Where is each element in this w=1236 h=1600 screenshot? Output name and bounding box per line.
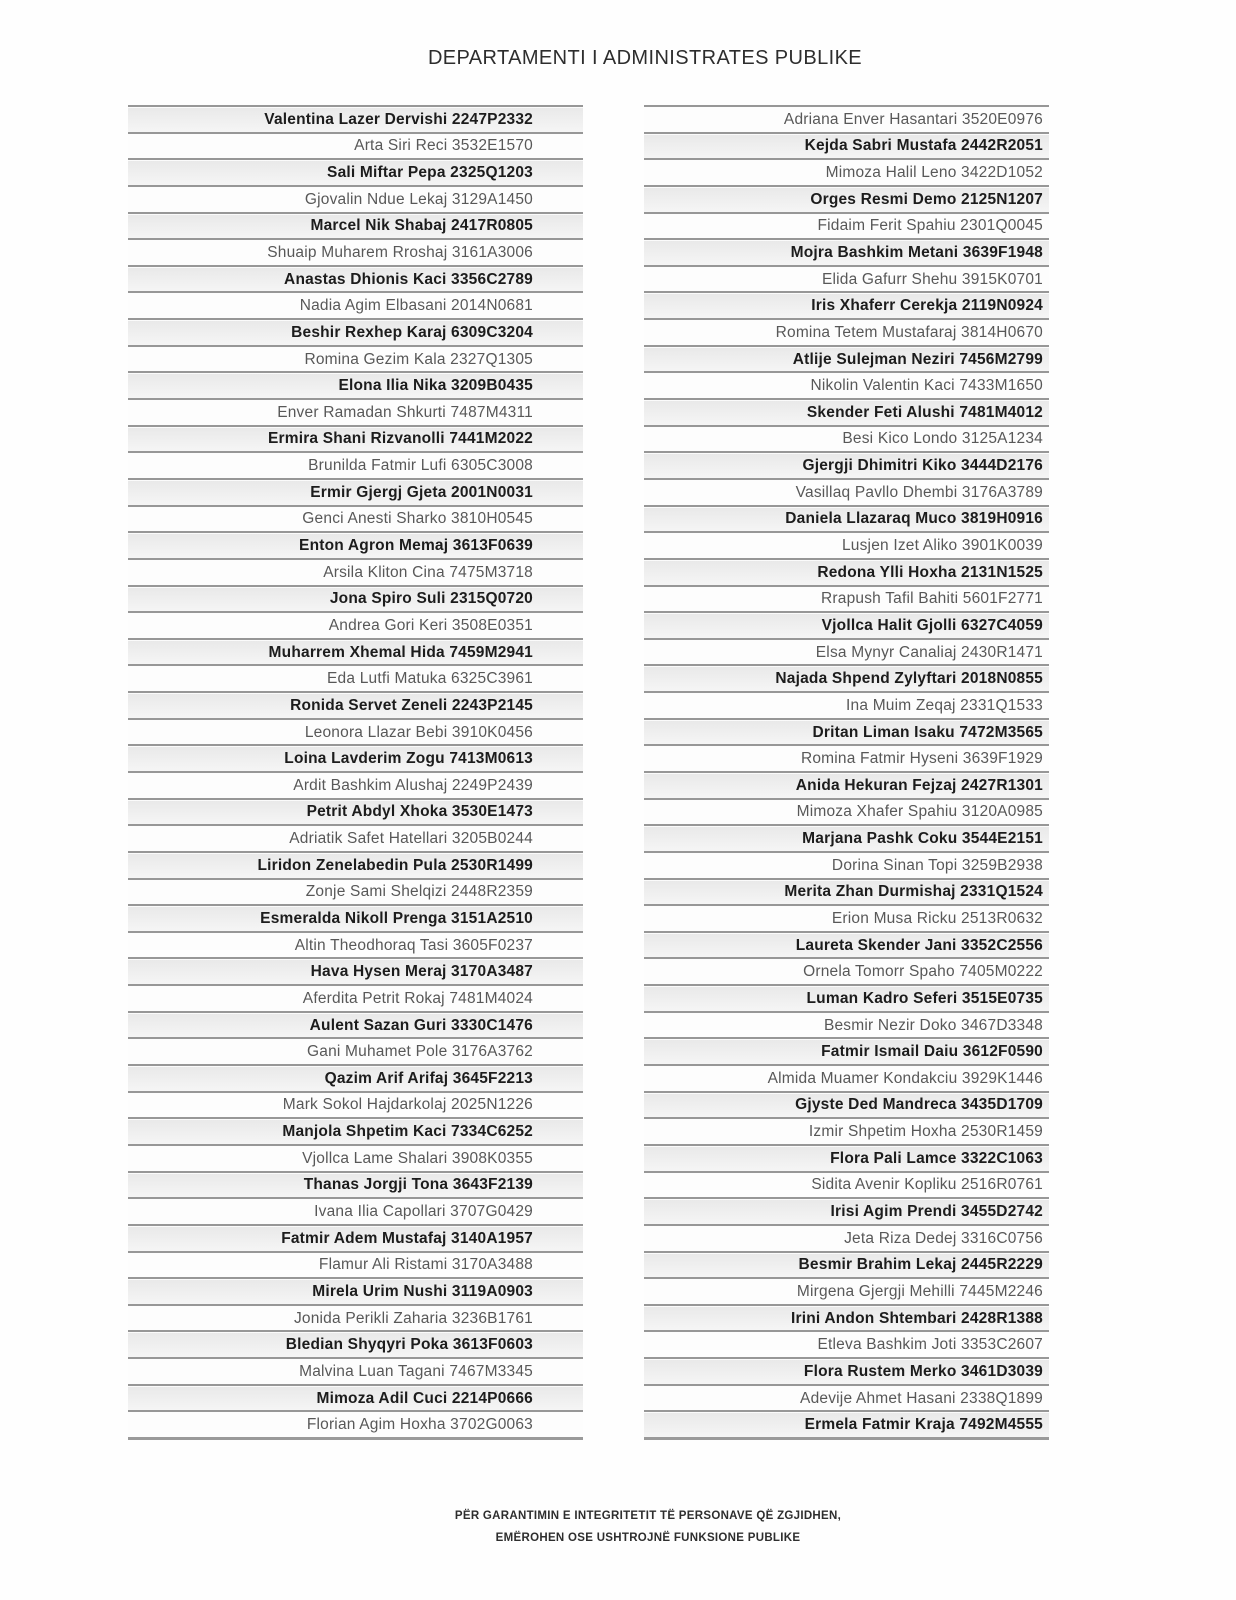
table-row: Valentina Lazer Dervishi 2247P2332 — [128, 105, 583, 132]
table-row: Jonida Perikli Zaharia 3236B1761 — [128, 1304, 583, 1331]
table-row: Ardit Bashkim Alushaj 2249P2439 — [128, 771, 583, 798]
table-row: Iris Xhaferr Cerekja 2119N0924 — [644, 291, 1049, 318]
table-row: Besmir Brahim Lekaj 2445R2229 — [644, 1251, 1049, 1278]
table-row: Genci Anesti Sharko 3810H0545 — [128, 505, 583, 532]
table-row: Aulent Sazan Guri 3330C1476 — [128, 1011, 583, 1038]
table-row: Ermela Fatmir Kraja 7492M4555 — [644, 1410, 1049, 1437]
table-row: Marcel Nik Shabaj 2417R0805 — [128, 212, 583, 239]
table-row: Elsa Mynyr Canaliaj 2430R1471 — [644, 638, 1049, 665]
table-row: Petrit Abdyl Xhoka 3530E1473 — [128, 798, 583, 825]
table-row: Nadia Agim Elbasani 2014N0681 — [128, 291, 583, 318]
table-row: Romina Tetem Mustafaraj 3814H0670 — [644, 318, 1049, 345]
table-row: Ermira Shani Rizvanolli 7441M2022 — [128, 425, 583, 452]
table-row: Leonora Llazar Bebi 3910K0456 — [128, 718, 583, 745]
table-row: Rrapush Tafil Bahiti 5601F2771 — [644, 585, 1049, 612]
table-row: Dorina Sinan Topi 3259B2938 — [644, 851, 1049, 878]
table-row: Fatmir Adem Mustafaj 3140A1957 — [128, 1224, 583, 1251]
table-row: Nikolin Valentin Kaci 7433M1650 — [644, 371, 1049, 398]
table-row: Flora Rustem Merko 3461D3039 — [644, 1357, 1049, 1384]
table-row: Adriatik Safet Hatellari 3205B0244 — [128, 824, 583, 851]
table-row: Mimoza Halil Leno 3422D1052 — [644, 158, 1049, 185]
page-title: DEPARTAMENTI I ADMINISTRATES PUBLIKE — [427, 47, 863, 69]
table-row: Lusjen Izet Aliko 3901K0039 — [644, 531, 1049, 558]
table-row: Besi Kico Londo 3125A1234 — [644, 425, 1049, 452]
table-row: Irini Andon Shtembari 2428R1388 — [644, 1304, 1049, 1331]
table-row: Mirgena Gjergji Mehilli 7445M2246 — [644, 1277, 1049, 1304]
table-row: Enver Ramadan Shkurti 7487M4311 — [128, 398, 583, 425]
table-row: Skender Feti Alushi 7481M4012 — [644, 398, 1049, 425]
table-row: Elona Ilia Nika 3209B0435 — [128, 371, 583, 398]
table-row: Jeta Riza Dedej 3316C0756 — [644, 1224, 1049, 1251]
names-column-right — [644, 105, 1049, 1440]
table-row: Mark Sokol Hajdarkolaj 2025N1226 — [128, 1091, 583, 1118]
table-row: Mimoza Adil Cuci 2214P0666 — [128, 1384, 583, 1411]
table-row: Gjergji Dhimitri Kiko 3444D2176 — [644, 451, 1049, 478]
table-row: Qazim Arif Arifaj 3645F2213 — [128, 1064, 583, 1091]
table-row: Ermir Gjergj Gjeta 2001N0031 — [128, 478, 583, 505]
table-row: Ina Muim Zeqaj 2331Q1533 — [644, 691, 1049, 718]
table-row: Gjyste Ded Mandreca 3435D1709 — [644, 1091, 1049, 1118]
table-row: Besmir Nezir Doko 3467D3348 — [644, 1011, 1049, 1038]
table-row: Esmeralda Nikoll Prenga 3151A2510 — [128, 904, 583, 931]
table-row: Shuaip Muharem Rroshaj 3161A3006 — [128, 238, 583, 265]
table-row: Erion Musa Ricku 2513R0632 — [644, 904, 1049, 931]
table-row: Romina Fatmir Hyseni 3639F1929 — [644, 744, 1049, 771]
table-row: Hava Hysen Meraj 3170A3487 — [128, 957, 583, 984]
table-row: Elida Gafurr Shehu 3915K0701 — [644, 265, 1049, 292]
table-row: Flora Pali Lamce 3322C1063 — [644, 1144, 1049, 1171]
table-row: Andrea Gori Keri 3508E0351 — [128, 611, 583, 638]
table-row: Flamur Ali Ristami 3170A3488 — [128, 1251, 583, 1278]
table-row: Najada Shpend Zylyftari 2018N0855 — [644, 664, 1049, 691]
table-row: Ronida Servet Zeneli 2243P2145 — [128, 691, 583, 718]
table-row: Merita Zhan Durmishaj 2331Q1524 — [644, 878, 1049, 905]
table-row: Irisi Agim Prendi 3455D2742 — [644, 1197, 1049, 1224]
table-row: Romina Gezim Kala 2327Q1305 — [128, 345, 583, 372]
page-footer — [60, 1505, 1236, 1549]
table-row: Mirela Urim Nushi 3119A0903 — [128, 1277, 583, 1304]
table-row: Sidita Avenir Kopliku 2516R0761 — [644, 1171, 1049, 1198]
table-row: Vasillaq Pavllo Dhembi 3176A3789 — [644, 478, 1049, 505]
table-row: Vjollca Lame Shalari 3908K0355 — [128, 1144, 583, 1171]
table-row: Vjollca Halit Gjolli 6327C4059 — [644, 611, 1049, 638]
table-row: Arta Siri Reci 3532E1570 — [128, 132, 583, 159]
table-row: Adriana Enver Hasantari 3520E0976 — [644, 105, 1049, 132]
table-row: Kejda Sabri Mustafa 2442R2051 — [644, 132, 1049, 159]
table-row: Redona Ylli Hoxha 2131N1525 — [644, 558, 1049, 585]
table-row: Manjola Shpetim Kaci 7334C6252 — [128, 1117, 583, 1144]
table-row: Brunilda Fatmir Lufi 6305C3008 — [128, 451, 583, 478]
table-row: Enton Agron Memaj 3613F0639 — [128, 531, 583, 558]
table-row: Mojra Bashkim Metani 3639F1948 — [644, 238, 1049, 265]
table-row: Luman Kadro Seferi 3515E0735 — [644, 984, 1049, 1011]
table-row: Thanas Jorgji Tona 3643F2139 — [128, 1171, 583, 1198]
table-row: Anida Hekuran Fejzaj 2427R1301 — [644, 771, 1049, 798]
table-row: Almida Muamer Kondakciu 3929K1446 — [644, 1064, 1049, 1091]
table-row: Bledian Shyqyri Poka 3613F0603 — [128, 1330, 583, 1357]
table-row: Aferdita Petrit Rokaj 7481M4024 — [128, 984, 583, 1011]
footer-line-2: EMËROHEN OSE USHTROJNË FUNKSIONE PUBLIKE — [495, 1532, 801, 1544]
table-row: Mimoza Xhafer Spahiu 3120A0985 — [644, 798, 1049, 825]
table-row: Zonje Sami Shelqizi 2448R2359 — [128, 878, 583, 905]
table-row: Altin Theodhoraq Tasi 3605F0237 — [128, 931, 583, 958]
table-row: Arsila Kliton Cina 7475M3718 — [128, 558, 583, 585]
table-row: Laureta Skender Jani 3352C2556 — [644, 931, 1049, 958]
table-row: Daniela Llazaraq Muco 3819H0916 — [644, 505, 1049, 532]
table-row: Dritan Liman Isaku 7472M3565 — [644, 718, 1049, 745]
table-row: Sali Miftar Pepa 2325Q1203 — [128, 158, 583, 185]
table-row: Adevije Ahmet Hasani 2338Q1899 — [644, 1384, 1049, 1411]
table-row: Atlije Sulejman Neziri 7456M2799 — [644, 345, 1049, 372]
table-row: Eda Lutfi Matuka 6325C3961 — [128, 664, 583, 691]
table-row: Malvina Luan Tagani 7467M3345 — [128, 1357, 583, 1384]
table-row: Etleva Bashkim Joti 3353C2607 — [644, 1330, 1049, 1357]
table-row: Fidaim Ferit Spahiu 2301Q0045 — [644, 212, 1049, 239]
table-row: Beshir Rexhep Karaj 6309C3204 — [128, 318, 583, 345]
table-row: Anastas Dhionis Kaci 3356C2789 — [128, 265, 583, 292]
table-row: Fatmir Ismail Daiu 3612F0590 — [644, 1037, 1049, 1064]
table-row: Marjana Pashk Coku 3544E2151 — [644, 824, 1049, 851]
table-row: Muharrem Xhemal Hida 7459M2941 — [128, 638, 583, 665]
table-row: Gjovalin Ndue Lekaj 3129A1450 — [128, 185, 583, 212]
table-row: Liridon Zenelabedin Pula 2530R1499 — [128, 851, 583, 878]
table-row: Orges Resmi Demo 2125N1207 — [644, 185, 1049, 212]
table-row: Ivana Ilia Capollari 3707G0429 — [128, 1197, 583, 1224]
table-row: Jona Spiro Suli 2315Q0720 — [128, 585, 583, 612]
names-column-left — [128, 105, 583, 1440]
table-row: Loina Lavderim Zogu 7413M0613 — [128, 744, 583, 771]
table-row: Florian Agim Hoxha 3702G0063 — [128, 1410, 583, 1437]
table-row: Izmir Shpetim Hoxha 2530R1459 — [644, 1117, 1049, 1144]
table-row: Ornela Tomorr Spaho 7405M0222 — [644, 957, 1049, 984]
table-row: Gani Muhamet Pole 3176A3762 — [128, 1037, 583, 1064]
footer-line-1: PËR GARANTIMIN E INTEGRITETIT TË PERSONAVE QË ZGJIDHEN, — [454, 1510, 842, 1522]
